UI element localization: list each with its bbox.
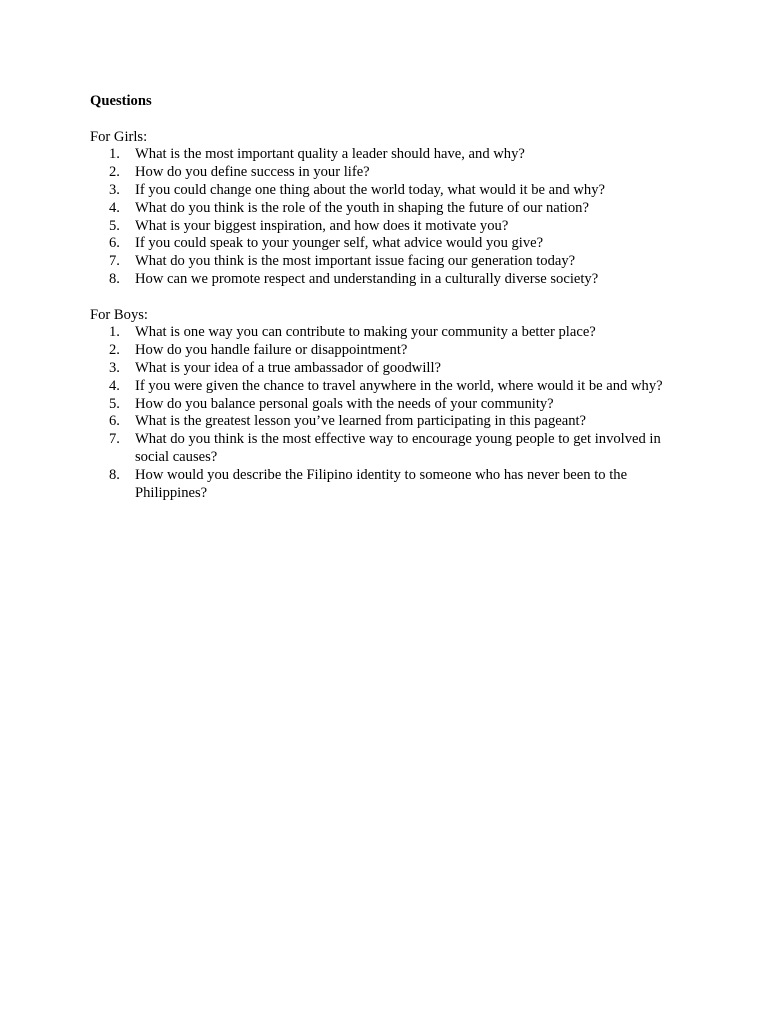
question-list-boys [90, 324, 680, 502]
question-text: What is your biggest inspiration, and how does it motivate you? [135, 217, 509, 234]
question-number: 3. [109, 359, 120, 376]
question-text: How would you describe the Filipino identity to someone who has never been to the Philippines? [135, 466, 628, 501]
question-number: 6. [109, 235, 120, 252]
question-item [90, 360, 680, 378]
question-text: What do you think is the role of the youth in shaping the future of our nation? [135, 199, 589, 216]
question-number: 2. [109, 164, 120, 181]
question-text: How do you balance personal goals with the needs of your community? [135, 395, 554, 412]
question-item [90, 146, 680, 164]
question-number: 3. [109, 181, 120, 198]
question-item [90, 200, 680, 218]
question-item [90, 235, 680, 253]
question-item [90, 182, 680, 200]
question-number: 8. [109, 270, 120, 287]
document-title: Questions [90, 93, 152, 109]
question-number: 6. [109, 413, 120, 430]
question-text: How do you handle failure or disappointment? [135, 342, 408, 359]
question-text: What is the greatest lesson you’ve learned from participating in this pageant? [135, 413, 587, 430]
question-text: If you could speak to your younger self, what advice would you give? [135, 235, 544, 252]
question-number: 4. [109, 199, 120, 216]
question-item [90, 324, 680, 342]
section-heading-girls: For Girls: [90, 128, 148, 145]
question-item [90, 467, 680, 503]
question-number: 1. [109, 324, 120, 341]
section-girls [90, 129, 680, 289]
question-number: 2. [109, 342, 120, 359]
question-item [90, 342, 680, 360]
question-text: What is your idea of a true ambassador of goodwill? [135, 359, 441, 376]
question-text: What do you think is the most effective way to encourage young people to get involved in social causes? [135, 431, 661, 465]
question-item [90, 253, 680, 271]
question-item [90, 413, 680, 431]
question-text: If you were given the chance to travel anywhere in the world, where would it be and why? [135, 377, 663, 394]
section-boys [90, 307, 680, 503]
question-list-girls [90, 146, 680, 288]
document-page [90, 93, 680, 502]
section-heading-boys: For Boys: [90, 306, 148, 323]
question-number: 1. [109, 146, 120, 163]
question-item [90, 218, 680, 236]
question-text: What is the most important quality a leader should have, and why? [135, 146, 525, 163]
question-item [90, 378, 680, 396]
question-item [90, 396, 680, 414]
question-text: What is one way you can contribute to making your community a better place? [135, 324, 596, 341]
question-number: 7. [109, 253, 120, 270]
question-item [90, 431, 680, 467]
question-number: 4. [109, 377, 120, 394]
question-number: 8. [109, 466, 120, 483]
question-number: 5. [109, 395, 120, 412]
question-text: How can we promote respect and understanding in a culturally diverse society? [135, 270, 599, 287]
question-text: If you could change one thing about the world today, what would it be and why? [135, 181, 605, 198]
question-number: 5. [109, 217, 120, 234]
question-number: 7. [109, 431, 120, 448]
question-text: What do you think is the most important issue facing our generation today? [135, 253, 576, 270]
question-item [90, 164, 680, 182]
question-text: How do you define success in your life? [135, 164, 370, 181]
question-item [90, 271, 680, 289]
